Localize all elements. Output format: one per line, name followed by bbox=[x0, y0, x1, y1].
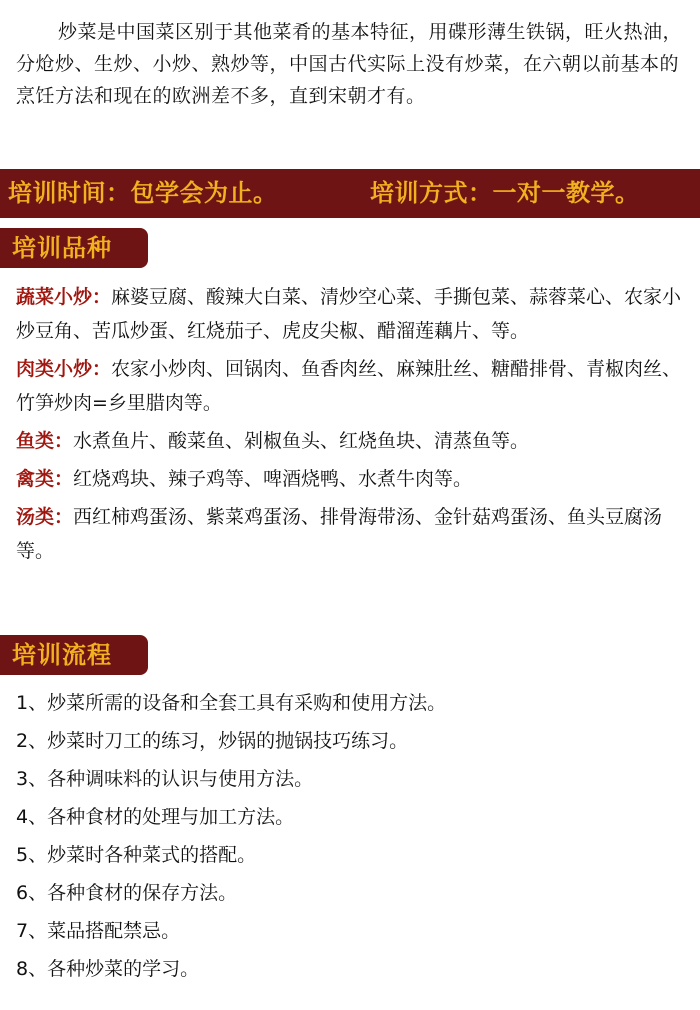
variety-fish bbox=[16, 424, 690, 458]
variety-items: 农家小炒肉、回锅肉、鱼香肉丝、麻辣肚丝、糖醋排骨、青椒肉丝、竹笋炒肉=乡里腊肉等。 bbox=[16, 358, 682, 414]
variety-items: 水煮鱼片、酸菜鱼、剁椒鱼头、红烧鱼块、清蒸鱼等。 bbox=[73, 430, 530, 452]
training-info-banner bbox=[0, 169, 700, 218]
training-time: 培训时间：包学会为止。 bbox=[8, 179, 278, 207]
process-step: 6、各种食材的保存方法。 bbox=[16, 882, 238, 904]
varieties-list bbox=[16, 280, 690, 572]
process-heading: 培训流程 bbox=[0, 635, 148, 675]
process-list bbox=[16, 684, 686, 988]
variety-category: 肉类小炒： bbox=[16, 358, 112, 380]
variety-poultry bbox=[16, 462, 690, 496]
process-step: 5、炒菜时各种菜式的搭配。 bbox=[16, 844, 257, 866]
process-step: 8、各种炒菜的学习。 bbox=[16, 958, 200, 980]
variety-category: 蔬菜小炒： bbox=[16, 286, 112, 308]
process-step: 1、炒菜所需的设备和全套工具有采购和使用方法。 bbox=[16, 692, 447, 714]
variety-items: 西红柿鸡蛋汤、紫菜鸡蛋汤、排骨海带汤、金针菇鸡蛋汤、鱼头豆腐汤等。 bbox=[16, 506, 663, 562]
variety-soup bbox=[16, 500, 690, 568]
process-step: 2、炒菜时刀工的练习，炒锅的抛锅技巧练习。 bbox=[16, 730, 409, 752]
variety-category: 鱼类： bbox=[16, 430, 74, 452]
training-method: 培训方式：一对一教学。 bbox=[370, 179, 640, 207]
variety-items: 麻婆豆腐、酸辣大白菜、清炒空心菜、手撕包菜、蒜蓉菜心、农家小炒豆角、苦瓜炒蛋、红烧茄子、虎皮尖椒、醋溜莲藕片、等。 bbox=[16, 286, 682, 342]
process-step: 4、各种食材的处理与加工方法。 bbox=[16, 806, 295, 828]
variety-items: 红烧鸡块、辣子鸡等、啤酒烧鸭、水煮牛肉等。 bbox=[73, 468, 473, 490]
process-step: 3、各种调味料的认识与使用方法。 bbox=[16, 768, 314, 790]
intro-paragraph: 炒菜是中国菜区别于其他菜肴的基本特征，用碟形薄生铁锅，旺火热油，分炝炒、生炒、小炒、熟炒等，中国古代实际上没有炒菜，在六朝以前基本的烹饪方法和现在的欧洲差不多，直到宋朝才有。 bbox=[16, 21, 683, 107]
variety-vegetable bbox=[16, 280, 690, 348]
process-step: 7、菜品搭配禁忌。 bbox=[16, 920, 181, 942]
variety-category: 汤类： bbox=[16, 506, 74, 528]
varieties-heading: 培训品种 bbox=[0, 228, 148, 268]
variety-category: 禽类： bbox=[16, 468, 74, 490]
variety-meat bbox=[16, 352, 690, 420]
